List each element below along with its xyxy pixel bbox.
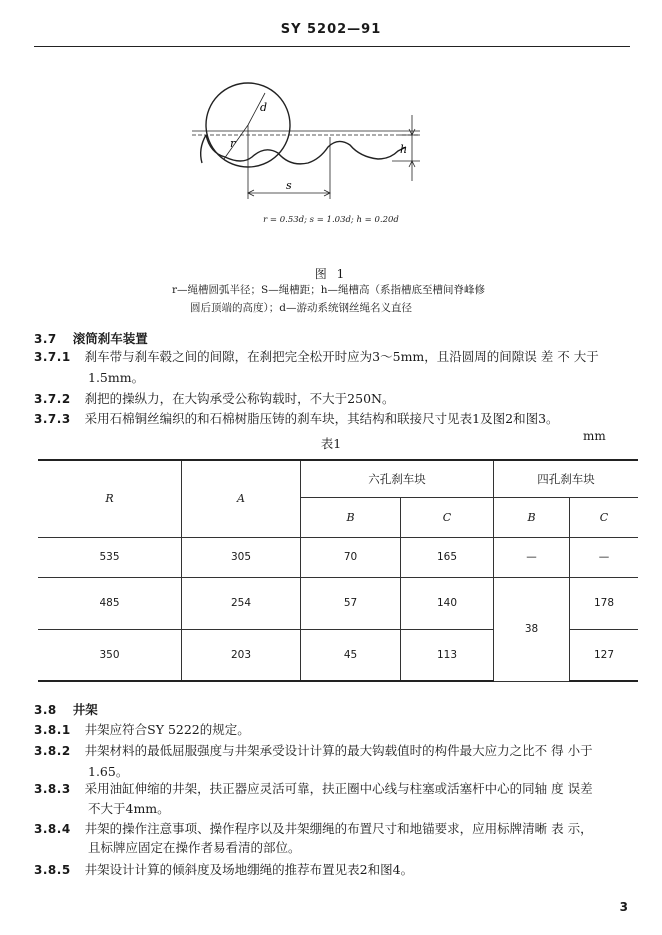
label-s: s bbox=[286, 179, 292, 192]
figure-caption-line2: 圆后顶端的高度）；d—游动系统钢丝绳名义直径 bbox=[190, 302, 412, 314]
clause-text: 井架的操作注意事项、操作程序以及井架绷绳的布置尺寸和地锚要求，应用标牌清晰 表 示， bbox=[84, 821, 593, 836]
groove-left-arc bbox=[201, 135, 206, 163]
clause-3-8-2 bbox=[34, 741, 593, 761]
figure-caption-line1: r—绳槽圆弧半径；S—绳槽距；h—绳槽高（系指槽底至槽间脊峰修 bbox=[172, 284, 485, 296]
cell-B2: — bbox=[494, 537, 570, 577]
clause-3-8-1 bbox=[34, 720, 250, 740]
section-title: 滚筒刹车装置 bbox=[72, 331, 148, 346]
clause-number: 3.8.1 bbox=[34, 723, 71, 737]
cell-C2: 178 bbox=[570, 577, 639, 629]
section-3-8-heading bbox=[34, 700, 98, 720]
cell-R: 485 bbox=[38, 577, 182, 629]
clause-3-8-5 bbox=[34, 860, 413, 880]
cell-R: 535 bbox=[38, 537, 182, 577]
clause-text: 刹车带与刹车毂之间的间隙，在刹把完全松开时应为3～5mm，且沿圆周的间隙误 差 不 大于 bbox=[84, 349, 599, 364]
clause-3-8-4 bbox=[34, 819, 593, 839]
header-R: R bbox=[38, 460, 182, 537]
clause-text: 井架材料的最低屈服强度与井架承受设计计算的最大钩载值时的构件最大应力之比不 得 小于 bbox=[84, 743, 593, 758]
table-title: 表1 bbox=[320, 436, 342, 451]
groove-profile bbox=[206, 135, 406, 164]
clause-3-7-1 bbox=[34, 347, 599, 367]
clause-3-8-3 bbox=[34, 779, 593, 799]
table-unit: mm bbox=[583, 429, 606, 443]
header-six-hole: 六孔刹车块 bbox=[301, 460, 494, 497]
cell-C1: 113 bbox=[401, 629, 494, 681]
clause-number: 3.8.4 bbox=[34, 822, 71, 836]
cell-C1: 140 bbox=[401, 577, 494, 629]
clause-number: 3.7.2 bbox=[34, 392, 71, 406]
clause-text: 井架应符合SY 5222的规定。 bbox=[84, 722, 250, 737]
table-row bbox=[38, 537, 638, 577]
section-title: 井架 bbox=[72, 702, 98, 717]
clause-text: 采用石棉铜丝编织的和石棉树脂压铸的刹车块，其结构和联接尺寸见表1及图2和图3。 bbox=[84, 411, 559, 426]
cell-C1: 165 bbox=[401, 537, 494, 577]
clause-number: 3.8.3 bbox=[34, 782, 71, 796]
rope-groove-figure bbox=[180, 75, 440, 205]
cell-B1: 45 bbox=[301, 629, 401, 681]
cell-C2: — bbox=[570, 537, 639, 577]
cell-B2-merged: 38 bbox=[494, 577, 570, 681]
label-d: d bbox=[260, 101, 268, 114]
clause-3-8-3-cont: 不大于4mm。 bbox=[88, 801, 170, 816]
section-number: 3.8 bbox=[34, 703, 57, 717]
clause-number: 3.7.3 bbox=[34, 412, 71, 426]
label-r: r bbox=[230, 137, 236, 150]
clause-number: 3.8.2 bbox=[34, 744, 71, 758]
label-h: h bbox=[400, 143, 408, 156]
clause-text: 井架设计计算的倾斜度及场地绷绳的推荐布置见表2和图4。 bbox=[84, 862, 414, 877]
clause-number: 3.8.5 bbox=[34, 863, 71, 877]
header-four-hole: 四孔刹车块 bbox=[494, 460, 639, 497]
table-row bbox=[38, 577, 638, 629]
header-C2: C bbox=[570, 497, 639, 537]
cell-R: 350 bbox=[38, 629, 182, 681]
cell-A: 254 bbox=[182, 577, 301, 629]
figure-formula: r = 0.53d; s = 1.03d; h = 0.20d bbox=[263, 215, 399, 225]
clause-3-7-3 bbox=[34, 409, 559, 429]
clause-3-7-2 bbox=[34, 389, 394, 409]
radius-line bbox=[224, 125, 248, 159]
cell-B1: 70 bbox=[301, 537, 401, 577]
page-number: 3 bbox=[619, 900, 628, 914]
cell-C2: 127 bbox=[570, 629, 639, 681]
header-C1: C bbox=[401, 497, 494, 537]
header-B2: B bbox=[494, 497, 570, 537]
standard-code-header: SY 5202—91 bbox=[280, 22, 382, 37]
cell-A: 203 bbox=[182, 629, 301, 681]
section-number: 3.7 bbox=[34, 332, 57, 346]
clause-number: 3.7.1 bbox=[34, 350, 71, 364]
figure-title: 图 1 bbox=[314, 267, 348, 281]
clause-text: 刹把的操纵力，在大钩承受公称钩载时，不大于250N。 bbox=[84, 391, 395, 406]
clause-text: 采用油缸伸缩的井架，扶正器应灵活可靠，扶正圈中心线与柱塞或活塞杆中心的同轴 度 误差 bbox=[84, 781, 593, 796]
cell-B1: 57 bbox=[301, 577, 401, 629]
clause-3-8-2-cont: 1.65。 bbox=[88, 764, 129, 779]
header-A: A bbox=[182, 460, 301, 537]
brake-block-table bbox=[38, 459, 638, 682]
clause-3-8-4-cont: 且标牌应固定在操作者易看清的部位。 bbox=[88, 840, 301, 855]
section-3-7-heading bbox=[34, 329, 148, 349]
clause-3-7-1-cont: 1.5mm。 bbox=[88, 370, 145, 385]
header-rule bbox=[34, 46, 630, 47]
header-B1: B bbox=[301, 497, 401, 537]
cell-A: 305 bbox=[182, 537, 301, 577]
